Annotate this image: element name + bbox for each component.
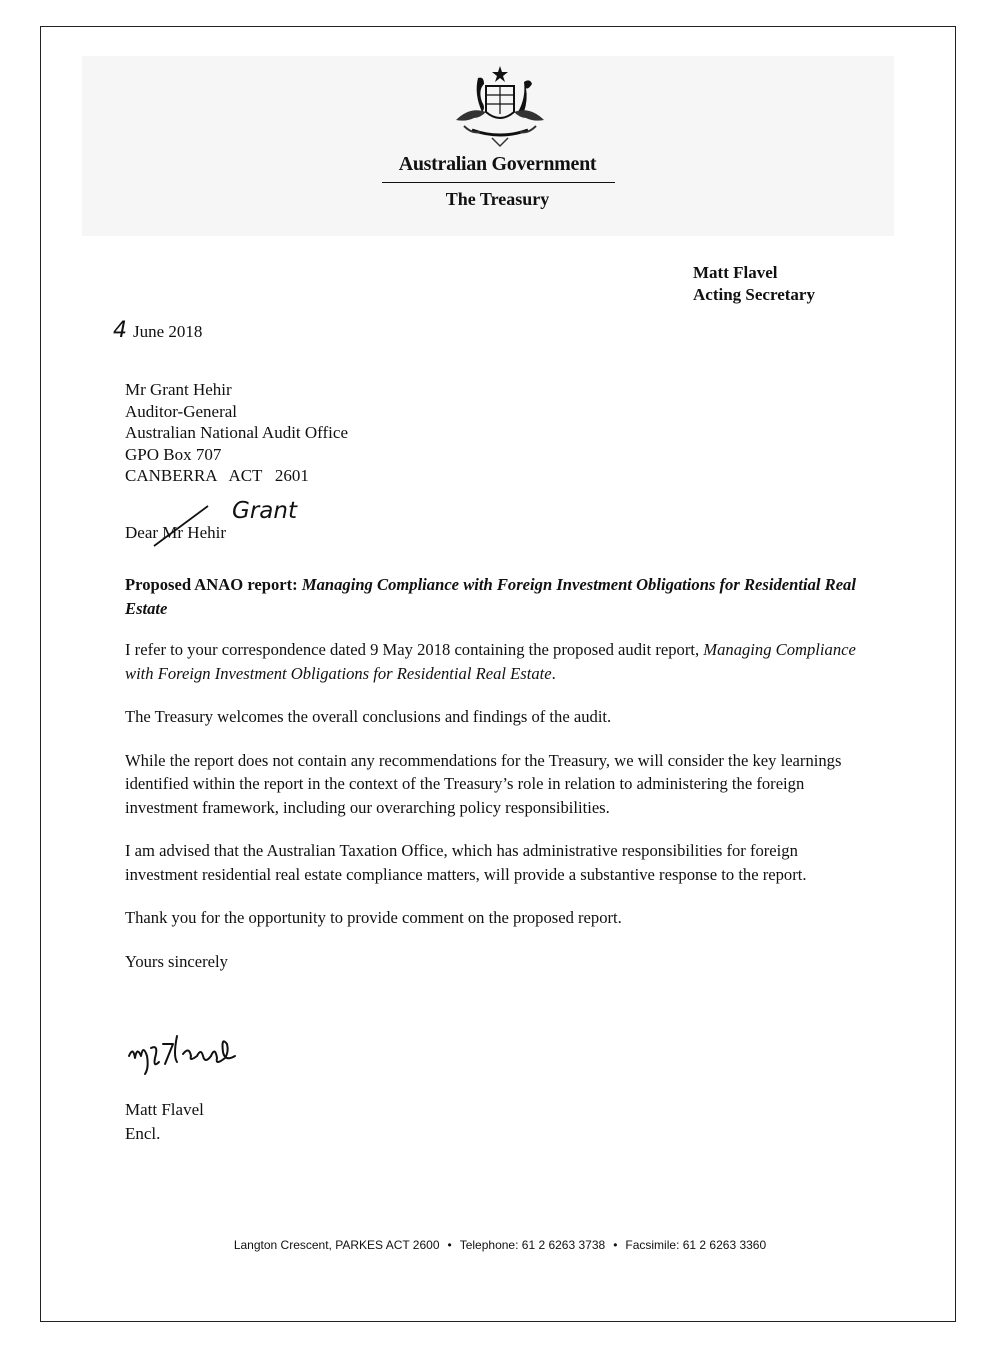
coat-of-arms-logo: [442, 64, 558, 150]
sender-block: [693, 262, 815, 306]
paragraph-3: While the report does not contain any recommendations for the Treasury, we will consider the key learnings identified within the report in the context of the Treasury’s role in relation to administering the foreign investment framework, including our overarching policy responsibilities.: [125, 750, 842, 817]
address-line: Mr Grant Hehir: [125, 380, 232, 399]
sender-title: Acting Secretary: [693, 285, 815, 304]
address-line: CANBERRA ACT 2601: [125, 466, 309, 485]
letterhead-divider: [382, 182, 615, 183]
department-name: The Treasury: [445, 189, 550, 209]
sender-name: Matt Flavel: [693, 263, 778, 282]
date-month-year: June 2018: [133, 322, 203, 341]
enclosure-note: Encl.: [125, 1124, 161, 1143]
handwritten-first-name: Grant: [232, 498, 297, 524]
paragraph-1-text: I refer to your correspondence dated 9 May 2018 containing the proposed audit report,: [125, 640, 704, 659]
address-line: Australian National Audit Office: [125, 423, 348, 442]
paragraph-1: [125, 638, 870, 685]
paragraph-4: I am advised that the Australian Taxation Office, which has administrative responsibilities for foreign investment residential real estate compliance matters, will provide a substantive response to the report.: [125, 841, 807, 884]
signer-block: [125, 1098, 204, 1146]
paragraph-1-end: .: [551, 663, 556, 683]
subject-prefix: Proposed ANAO report:: [125, 575, 302, 594]
paragraph-5: Thank you for the opportunity to provide comment on the proposed report.: [125, 908, 622, 927]
handwritten-strikethrough: [152, 502, 212, 548]
government-name: Australian Government: [398, 153, 597, 175]
footer-address: Langton Crescent, PARKES ACT 2600: [233, 1238, 440, 1252]
footer-facsimile: Facsimile: 61 2 6263 3360: [625, 1238, 767, 1252]
footer-contact: [0, 1238, 1000, 1252]
paragraph-2: The Treasury welcomes the overall conclusions and findings of the audit.: [125, 707, 612, 726]
address-line: GPO Box 707: [125, 444, 222, 464]
subject-title: Managing Compliance with Foreign Investment Obligations for Residential Real Estate: [125, 575, 856, 618]
recipient-address: [125, 379, 348, 487]
salutation: Dear Mr Hehir: [125, 523, 227, 542]
address-line: Auditor-General: [125, 401, 238, 421]
letter-date: [113, 318, 202, 343]
closing: Yours sincerely: [125, 951, 228, 971]
signer-name: Matt Flavel: [125, 1100, 204, 1119]
handwritten-signature: [125, 1030, 275, 1076]
bullet-separator: •: [613, 1238, 618, 1252]
paragraph-1-report-title: Managing Compliance with Foreign Investment Obligations for Residential Real Estate: [125, 640, 856, 683]
bullet-separator: •: [447, 1238, 452, 1252]
subject-line: [125, 573, 870, 620]
handwritten-day: 4: [113, 318, 127, 343]
letter-body: [125, 573, 870, 973]
footer-telephone: Telephone: 61 2 6263 3738: [459, 1238, 606, 1252]
